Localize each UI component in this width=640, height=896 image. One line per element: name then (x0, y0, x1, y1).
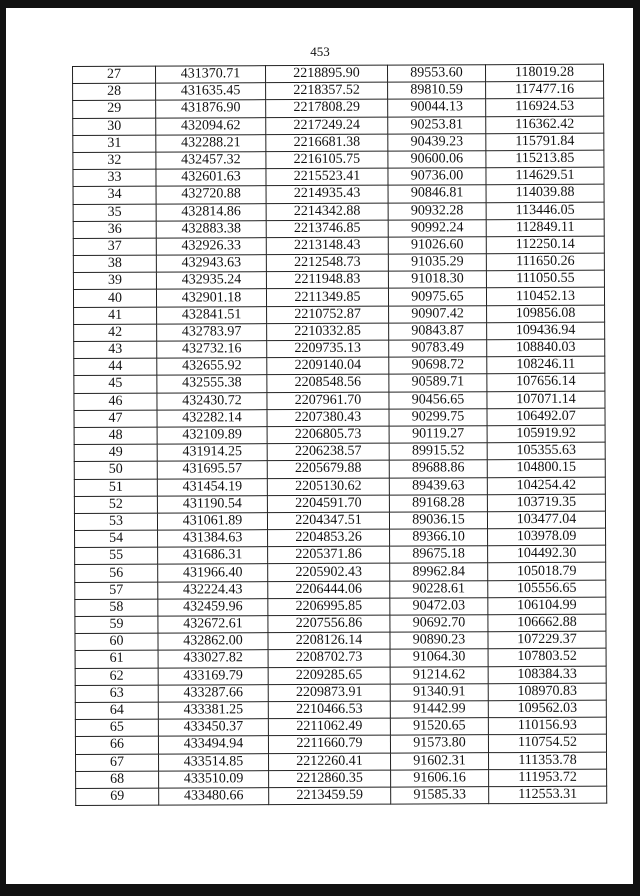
value-4-cell: 107656.14 (487, 374, 605, 392)
point-number-cell: 27 (73, 66, 156, 84)
point-number-cell: 60 (75, 633, 158, 651)
value-4-cell: 109856.08 (487, 305, 605, 323)
value-2-cell: 2206444.06 (268, 581, 390, 599)
point-number-cell: 44 (74, 358, 157, 376)
value-4-cell: 112553.31 (489, 786, 607, 804)
value-4-cell: 105919.92 (487, 425, 605, 443)
point-number-cell: 46 (74, 393, 157, 411)
value-2-cell: 2211349.85 (266, 289, 388, 307)
scan-border-left (0, 0, 6, 896)
value-4-cell: 104254.42 (487, 477, 605, 495)
value-1-cell: 433027.82 (158, 650, 268, 668)
value-2-cell: 2212860.35 (269, 770, 391, 788)
point-number-cell: 32 (73, 152, 156, 170)
value-2-cell: 2218357.52 (266, 82, 388, 100)
point-number-cell: 49 (74, 444, 157, 462)
point-number-cell: 61 (75, 651, 158, 669)
value-3-cell: 90907.42 (389, 305, 487, 323)
value-3-cell: 89366.10 (390, 529, 488, 547)
point-number-cell: 40 (73, 290, 156, 308)
coordinates-table (72, 64, 607, 806)
value-2-cell: 2207961.70 (267, 392, 389, 410)
value-1-cell: 432783.97 (157, 323, 267, 341)
value-2-cell: 2215523.41 (266, 168, 388, 186)
point-number-cell: 36 (73, 221, 156, 239)
value-1-cell: 433494.94 (158, 736, 268, 754)
scan-border-top (0, 0, 640, 8)
point-number-cell: 68 (76, 771, 159, 789)
value-3-cell: 90600.06 (388, 151, 486, 169)
point-number-cell: 54 (75, 530, 158, 548)
value-3-cell: 91520.65 (390, 718, 488, 736)
value-3-cell: 89553.60 (387, 65, 485, 83)
value-2-cell: 2213459.59 (269, 787, 391, 805)
value-2-cell: 2205130.62 (267, 478, 389, 496)
value-1-cell: 431914.25 (157, 444, 267, 462)
value-4-cell: 105355.63 (487, 442, 605, 460)
point-number-cell: 35 (73, 204, 156, 222)
value-2-cell: 2204347.51 (267, 512, 389, 530)
value-3-cell: 90119.27 (389, 426, 487, 444)
scan-border-right (633, 0, 640, 896)
value-1-cell: 432732.16 (157, 341, 267, 359)
point-number-cell: 65 (75, 719, 158, 737)
value-3-cell: 89168.28 (389, 494, 487, 512)
value-4-cell: 103719.35 (487, 494, 605, 512)
value-1-cell: 432601.63 (156, 169, 266, 187)
point-number-cell: 59 (75, 616, 158, 634)
value-2-cell: 2209285.65 (268, 667, 390, 685)
value-2-cell: 2213148.43 (266, 237, 388, 255)
value-1-cell: 432901.18 (156, 289, 266, 307)
value-3-cell: 90843.87 (389, 323, 487, 341)
point-number-cell: 57 (75, 582, 158, 600)
point-number-cell: 30 (73, 118, 156, 136)
value-1-cell: 432109.89 (157, 427, 267, 445)
coordinates-table-container (72, 64, 606, 806)
value-4-cell: 108384.33 (488, 666, 606, 684)
value-3-cell: 89688.86 (389, 460, 487, 478)
value-2-cell: 2209873.91 (268, 684, 390, 702)
value-3-cell: 89810.59 (388, 82, 486, 100)
point-number-cell: 43 (74, 341, 157, 359)
value-2-cell: 2218895.90 (266, 65, 388, 83)
value-2-cell: 2214935.43 (266, 185, 388, 203)
value-1-cell: 432943.63 (156, 255, 266, 273)
point-number-cell: 55 (75, 547, 158, 565)
scan-border-bottom (0, 884, 640, 896)
value-4-cell: 109562.03 (488, 700, 606, 718)
value-4-cell: 106662.88 (488, 614, 606, 632)
value-4-cell: 116924.53 (486, 99, 604, 117)
point-number-cell: 62 (75, 668, 158, 686)
value-3-cell: 91026.60 (388, 237, 486, 255)
value-1-cell: 432430.72 (157, 392, 267, 410)
value-2-cell: 2217808.29 (266, 99, 388, 117)
value-2-cell: 2217249.24 (266, 117, 388, 135)
value-2-cell: 2208126.14 (268, 632, 390, 650)
value-1-cell: 432288.21 (156, 134, 266, 152)
value-3-cell: 90589.71 (389, 374, 487, 392)
value-3-cell: 90736.00 (388, 168, 486, 186)
table-row (76, 786, 607, 806)
value-3-cell: 89439.63 (389, 477, 487, 495)
value-1-cell: 432814.86 (156, 203, 266, 221)
point-number-cell: 31 (73, 135, 156, 153)
value-3-cell: 90692.70 (390, 615, 488, 633)
value-4-cell: 110452.13 (486, 288, 604, 306)
value-2-cell: 2206805.73 (267, 426, 389, 444)
value-4-cell: 108246.11 (487, 356, 605, 374)
value-1-cell: 431635.45 (156, 83, 266, 101)
point-number-cell: 50 (74, 461, 157, 479)
point-number-cell: 45 (74, 376, 157, 394)
point-number-cell: 41 (74, 307, 157, 325)
value-4-cell: 110754.52 (488, 734, 606, 752)
value-1-cell: 432926.33 (156, 238, 266, 256)
value-2-cell: 2210752.87 (267, 306, 389, 324)
value-1-cell: 432672.61 (158, 616, 268, 634)
point-number-cell: 28 (73, 83, 156, 101)
value-4-cell: 107803.52 (488, 649, 606, 667)
value-4-cell: 104492.30 (488, 545, 606, 563)
value-2-cell: 2207556.86 (268, 615, 390, 633)
value-4-cell: 117477.16 (486, 81, 604, 99)
point-number-cell: 29 (73, 101, 156, 119)
value-3-cell: 90472.03 (390, 598, 488, 616)
value-2-cell: 2208702.73 (268, 649, 390, 667)
value-3-cell: 91214.62 (390, 666, 488, 684)
value-2-cell: 2204591.70 (267, 495, 389, 513)
value-1-cell: 431454.19 (157, 478, 267, 496)
value-3-cell: 91606.16 (391, 769, 489, 787)
point-number-cell: 47 (74, 410, 157, 428)
value-4-cell: 105018.79 (488, 563, 606, 581)
value-3-cell: 90698.72 (389, 357, 487, 375)
value-2-cell: 2211948.83 (266, 271, 388, 289)
value-4-cell: 108970.83 (488, 683, 606, 701)
value-4-cell: 106492.07 (487, 408, 605, 426)
value-2-cell: 2214342.88 (266, 203, 388, 221)
value-1-cell: 433514.85 (159, 753, 269, 771)
value-4-cell: 113446.05 (486, 202, 604, 220)
value-2-cell: 2209735.13 (267, 340, 389, 358)
value-3-cell: 90299.75 (389, 408, 487, 426)
value-3-cell: 91340.91 (390, 683, 488, 701)
value-3-cell: 90932.28 (388, 202, 486, 220)
value-1-cell: 433450.37 (158, 719, 268, 737)
value-3-cell: 91585.33 (391, 787, 489, 805)
point-number-cell: 58 (75, 599, 158, 617)
value-3-cell: 90456.65 (389, 391, 487, 409)
value-4-cell: 112849.11 (486, 219, 604, 237)
value-4-cell: 114629.51 (486, 167, 604, 185)
value-1-cell: 431384.63 (158, 530, 268, 548)
point-number-cell: 51 (74, 479, 157, 497)
point-number-cell: 66 (75, 736, 158, 754)
value-4-cell: 112250.14 (486, 236, 604, 254)
point-number-cell: 53 (74, 513, 157, 531)
value-1-cell: 432883.38 (156, 220, 266, 238)
value-3-cell: 91018.30 (388, 271, 486, 289)
value-4-cell: 105556.65 (488, 580, 606, 598)
table-body (73, 64, 607, 805)
value-1-cell: 431876.90 (156, 100, 266, 118)
value-2-cell: 2206238.57 (267, 443, 389, 461)
value-1-cell: 432555.38 (157, 375, 267, 393)
value-4-cell: 114039.88 (486, 184, 604, 202)
point-number-cell: 64 (75, 702, 158, 720)
value-1-cell: 432841.51 (157, 306, 267, 324)
value-1-cell: 433510.09 (159, 770, 269, 788)
value-2-cell: 2216105.75 (266, 151, 388, 169)
value-4-cell: 103477.04 (487, 511, 605, 529)
value-3-cell: 90228.61 (390, 580, 488, 598)
value-2-cell: 2205371.86 (268, 546, 390, 564)
value-1-cell: 432224.43 (158, 581, 268, 599)
point-number-cell: 39 (73, 272, 156, 290)
point-number-cell: 63 (75, 685, 158, 703)
value-1-cell: 431966.40 (158, 564, 268, 582)
value-2-cell: 2210332.85 (267, 323, 389, 341)
value-1-cell: 432459.96 (158, 598, 268, 616)
value-4-cell: 115213.85 (486, 150, 604, 168)
value-1-cell: 433169.79 (158, 667, 268, 685)
value-4-cell: 109436.94 (487, 322, 605, 340)
value-4-cell: 107071.14 (487, 391, 605, 409)
value-1-cell: 431695.57 (157, 461, 267, 479)
value-4-cell: 118019.28 (485, 64, 603, 82)
value-3-cell: 90992.24 (388, 219, 486, 237)
value-4-cell: 104800.15 (487, 459, 605, 477)
point-number-cell: 38 (73, 255, 156, 273)
value-2-cell: 2206995.85 (268, 598, 390, 616)
value-2-cell: 2209140.04 (267, 357, 389, 375)
value-3-cell: 90846.81 (388, 185, 486, 203)
value-1-cell: 431190.54 (157, 495, 267, 513)
point-number-cell: 67 (76, 754, 159, 772)
value-1-cell: 433287.66 (158, 684, 268, 702)
value-3-cell: 91573.80 (390, 735, 488, 753)
value-3-cell: 89036.15 (389, 512, 487, 530)
value-1-cell: 433480.66 (159, 788, 269, 806)
value-1-cell: 431686.31 (158, 547, 268, 565)
value-1-cell: 432862.00 (158, 633, 268, 651)
value-3-cell: 91064.30 (390, 649, 488, 667)
value-4-cell: 116362.42 (486, 116, 604, 134)
value-2-cell: 2211062.49 (268, 718, 390, 736)
value-3-cell: 89675.18 (390, 546, 488, 564)
value-2-cell: 2211660.79 (268, 735, 390, 753)
point-number-cell: 37 (73, 238, 156, 256)
value-1-cell: 431370.71 (156, 66, 266, 84)
value-4-cell: 110156.93 (488, 717, 606, 735)
page-number: 453 (310, 44, 330, 59)
value-4-cell: 107229.37 (488, 631, 606, 649)
value-3-cell: 90439.23 (388, 133, 486, 151)
value-1-cell: 432935.24 (156, 272, 266, 290)
value-4-cell: 115791.84 (486, 133, 604, 151)
value-3-cell: 91035.29 (388, 254, 486, 272)
value-1-cell: 433381.25 (158, 702, 268, 720)
value-3-cell: 90783.49 (389, 340, 487, 358)
value-4-cell: 111650.26 (486, 253, 604, 271)
point-number-cell: 42 (74, 324, 157, 342)
point-number-cell: 69 (76, 788, 159, 806)
value-2-cell: 2212260.41 (269, 753, 391, 771)
value-3-cell: 90890.23 (390, 632, 488, 650)
value-3-cell: 89915.52 (389, 443, 487, 461)
value-3-cell: 91602.31 (390, 752, 488, 770)
value-1-cell: 432094.62 (156, 117, 266, 135)
point-number-cell: 56 (75, 565, 158, 583)
value-4-cell: 108840.03 (487, 339, 605, 357)
value-2-cell: 2205679.88 (267, 460, 389, 478)
value-3-cell: 90253.81 (388, 116, 486, 134)
value-4-cell: 111050.55 (486, 270, 604, 288)
value-4-cell: 111353.78 (488, 752, 606, 770)
value-2-cell: 2212548.73 (266, 254, 388, 272)
value-2-cell: 2208548.56 (267, 374, 389, 392)
value-4-cell: 111953.72 (489, 769, 607, 787)
point-number-cell: 52 (74, 496, 157, 514)
value-2-cell: 2207380.43 (267, 409, 389, 427)
value-1-cell: 432655.92 (157, 358, 267, 376)
value-3-cell: 91442.99 (390, 701, 488, 719)
point-number-cell: 48 (74, 427, 157, 445)
value-2-cell: 2204853.26 (268, 529, 390, 547)
value-1-cell: 432720.88 (156, 186, 266, 204)
value-2-cell: 2216681.38 (266, 134, 388, 152)
value-3-cell: 90044.13 (388, 99, 486, 117)
value-1-cell: 432457.32 (156, 152, 266, 170)
value-4-cell: 106104.99 (488, 597, 606, 615)
value-2-cell: 2205902.43 (268, 564, 390, 582)
value-1-cell: 431061.89 (157, 513, 267, 531)
value-2-cell: 2213746.85 (266, 220, 388, 238)
value-3-cell: 90975.65 (388, 288, 486, 306)
point-number-cell: 33 (73, 169, 156, 187)
value-3-cell: 89962.84 (390, 563, 488, 581)
point-number-cell: 34 (73, 186, 156, 204)
value-4-cell: 103978.09 (488, 528, 606, 546)
value-2-cell: 2210466.53 (268, 701, 390, 719)
value-1-cell: 432282.14 (157, 409, 267, 427)
